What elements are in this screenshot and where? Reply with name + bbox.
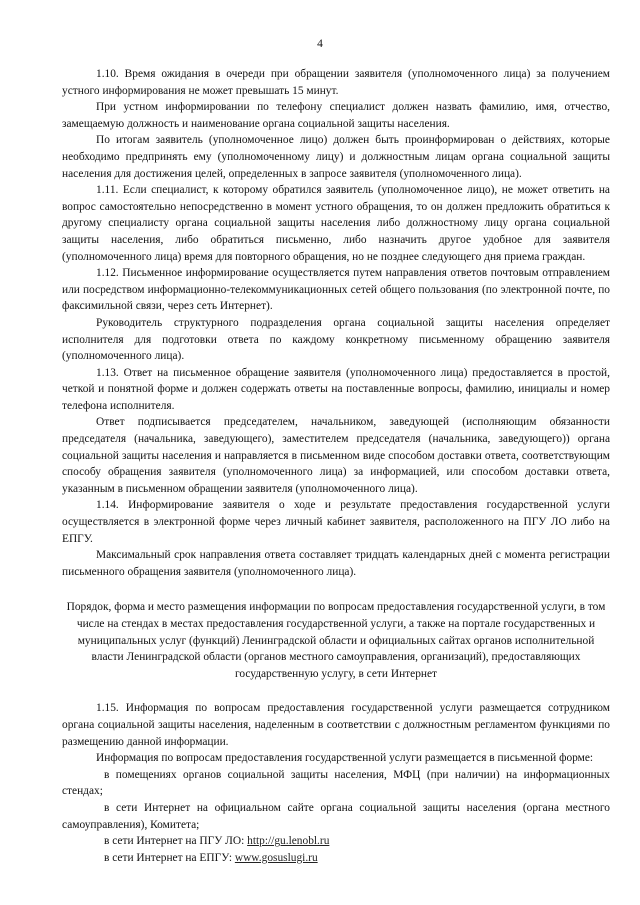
paragraph-head-of-unit: Руководитель структурного подразделения органа социальной защиты населения определяет исполнителя для подготовки ответа по каждому конкретному письменному обращению заявителя (уполномоченного лица). bbox=[62, 316, 610, 363]
paragraph-1-15: 1.15. Информация по вопросам предоставления государственной услуги размещается сотрудником органа социальной защиты населения, наделенным в соответствии с должностным регламентом функциями по размещению данной информации. bbox=[62, 702, 610, 748]
page-number: 4 bbox=[317, 38, 323, 50]
list-item-pgu bbox=[62, 833, 610, 850]
paragraph-written-form: Информация по вопросам предоставления государственной услуги размещается в письменной форме: bbox=[96, 752, 594, 765]
epgu-label: в сети Интернет на ЕПГУ: bbox=[104, 851, 232, 864]
paragraph-phone-info: При устном информировании по телефону специалист должен назвать фамилию, имя, отчество, замещаемую должность и наименование органа социальной защиты населения. bbox=[62, 101, 610, 130]
list-item-stands: в помещениях органов социальной защиты населения, МФЦ (при наличии) на информационных стендах; bbox=[62, 768, 610, 798]
paragraph-answer-signed: Ответ подписывается председателем, начальником, заведующей (исполняющим обязанности председателя (начальника, заведующего), заместителем председателя (начальника, заведующего)) органа социальной защиты населения и направляется в письменном виде способом доставки ответа, соответствующим способу обращения заявителя (уполномоченного лица) за информацией, или способом доставки ответа, указанным в письменном обращении заявителя (уполномоченного лица). bbox=[62, 416, 610, 495]
paragraph-1-12: 1.12. Письменное информирование осуществляется путем направления ответов почтовым отправлением или посредством информационно-телекоммуникационных сетей общего пользования (по электронной почте, по факсимильной связи, через сеть Интернет). bbox=[62, 267, 610, 313]
document-body bbox=[62, 66, 610, 866]
pgu-label: в сети Интернет на ПГУ ЛО: bbox=[104, 835, 245, 848]
pgu-link[interactable]: http://gu.lenobl.ru bbox=[247, 835, 330, 848]
section-heading: Порядок, форма и место размещения информации по вопросам предоставления государственной услуги, в том числе на стендах в местах предоставления государственной услуги, а также на портале государственных и муниципальных услуг (функций) Ленинградской области и официальных сайтах органов исполнительной власти Ленинградской области (органов местного самоуправления, организаций), предоставляющих государственную услугу, в сети Интернет bbox=[66, 601, 606, 680]
paragraph-max-term: Максимальный срок направления ответа составляет тридцать календарных дней с момента регистрации письменного обращения заявителя (уполномоченного лица). bbox=[62, 549, 610, 578]
paragraph-1-14: 1.14. Информирование заявителя о ходе и результате предоставления государственной услуги осуществляется в электронной форме через личный кабинет заявителя, расположенного на ПГУ ЛО либо на ЕПГУ. bbox=[62, 499, 610, 545]
paragraph-results: По итогам заявитель (уполномоченное лицо) должен быть проинформирован о действиях, которые необходимо предпринять ему (уполномоченному лицу) и должностным лицам органа социальной защиты населения для достижения целей, определенных в запросе заявителя (уполномоченного лица). bbox=[62, 134, 610, 180]
epgu-link[interactable]: www.gosuslugi.ru bbox=[234, 851, 318, 864]
paragraph-1-13: 1.13. Ответ на письменное обращение заявителя (уполномоченного лица) предоставляется в простой, четкой и понятной форме и должен содержать ответы на поставленные вопросы, фамилию, инициалы и номер телефона исполнителя. bbox=[62, 366, 610, 412]
paragraph-1-10: 1.10. Время ожидания в очереди при обращении заявителя (уполномоченного лица) за получением устного информирования не может превышать 15 минут. bbox=[62, 68, 610, 97]
paragraph-1-11: 1.11. Если специалист, к которому обратился заявитель (уполномоченное лицо), не может ответить на вопрос самостоятельно непосредственно в момент устного обращения, то он должен предложить обратиться к другому специалисту органа социальной защиты населения либо должностному лицу органа социальной защиты населения, либо обратиться письменно, либо назначить другое удобное для заявителя (уполномоченного лица) время для повторного обращения, но не позднее следующего дня приема граждан. bbox=[62, 184, 610, 263]
list-item-epgu bbox=[62, 850, 610, 867]
list-item-official-site: в сети Интернет на официальном сайте органа социальной защиты населения (органа местного самоуправления), Комитета; bbox=[62, 801, 610, 831]
